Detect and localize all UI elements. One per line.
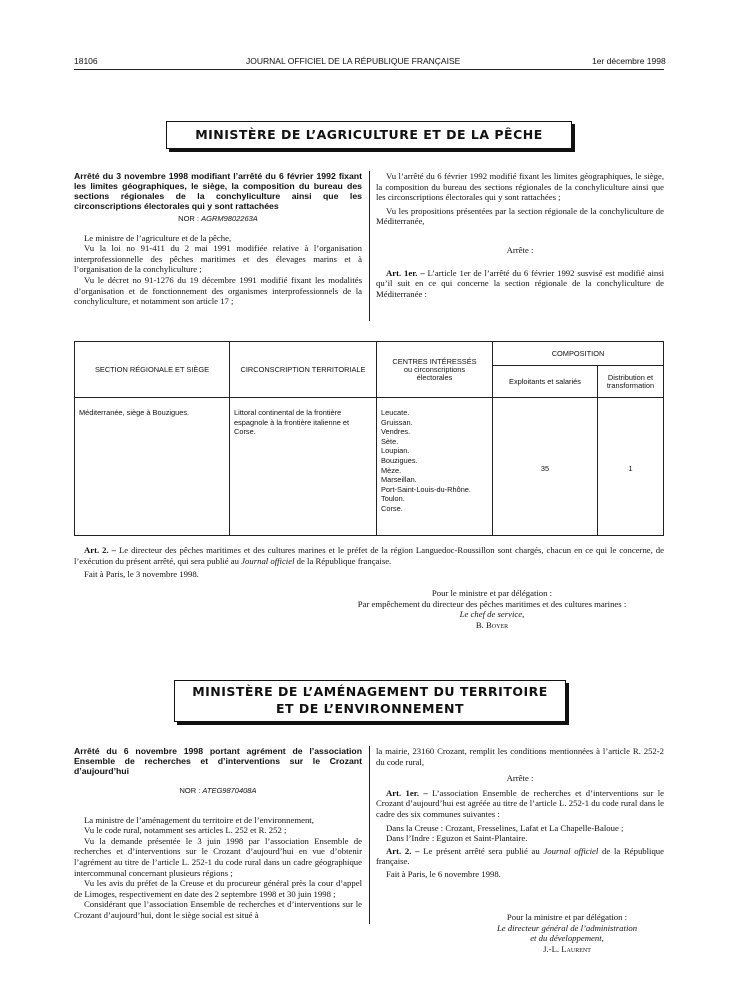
section2-right-column (376, 746, 664, 880)
centre-item: Vendres. (381, 427, 411, 437)
considerant-continued: la mairie, 23160 Crozant, remplit les conditions mentionnées à l’article R. 252-2 du code rural, (376, 746, 664, 767)
ministry-line2: ET DE L’ENVIRONNEMENT (275, 701, 465, 716)
article-1-label: Art. 1er. – (386, 787, 428, 798)
article-1-label: Art. 1er. – (386, 267, 425, 278)
table-row (75, 398, 664, 536)
centre-item: Gruissan. (381, 417, 413, 427)
th-distribution: Distribution et transformation (598, 366, 664, 398)
nor-code: AGRM9802263A (201, 214, 258, 223)
signature-line: Pour la ministre et par délégation : (506, 912, 628, 922)
preamble-para: Considérant que l’association Ensemble de recherches et d’interventions sur le Crozant d’aujourd’hui, dont le siège social est situé à (74, 899, 362, 920)
decree-title: Arrêté du 3 novembre 1998 modifiant l’arrêté du 6 février 1992 fixant les limites géographiques, le siège, la composition du bureau des sections régionales de la conchyliculture ainsi que les circonscriptions électorales qui y sont rattachées (74, 171, 362, 211)
journal-officiel-ref: Journal officiel (543, 845, 599, 856)
fait-a-paris: Fait à Paris, le 3 novembre 1998. (84, 569, 199, 580)
journal-title: JOURNAL OFFICIEL DE LA RÉPUBLIQUE FRANÇAISE (246, 56, 461, 66)
section1-right-column (376, 171, 664, 299)
section2-left-column (74, 746, 362, 921)
preamble-para: Vu les avis du préfet de la Creuse et du procureur général près la cour d’appel de Limoges, respectivement en date des 2 septembre 1998 et 30 juin 1998 ; (74, 878, 362, 899)
cell-exploitants: 35 (493, 398, 598, 536)
th-centres-line1: CENTRES INTÉRESSÉS (392, 356, 477, 366)
centre-item: Marseillan. (381, 475, 417, 485)
preamble-para: Le ministre de l’agriculture et de la pêche, (84, 232, 232, 243)
nor-reference (74, 214, 362, 225)
article-2-label: Art. 2. – (386, 845, 420, 856)
section2-signature (470, 912, 664, 954)
th-section: SECTION RÉGIONALE ET SIÈGE (75, 342, 230, 398)
section1-left-column (74, 171, 362, 307)
article-1 (376, 268, 664, 300)
ministry-heading-agriculture: MINISTÈRE DE L’AGRICULTURE ET DE LA PÊCHE (166, 121, 572, 149)
communes-creuse: Dans la Creuse : Crozant, Fresselines, Lafat et La Chapelle-Baloue ; (386, 822, 624, 833)
centre-item: Mèze. (381, 465, 402, 475)
composition-table (74, 341, 664, 536)
article-1-text: L’article 1er de l’arrêté du 6 février 1992 susvisé est modifié ainsi qu’il suit en ce qui concerne la section régionale de la conchyliculture de Méditerranée : (376, 267, 665, 299)
ministry-heading-amenagement (174, 680, 566, 722)
centre-item: Loupian. (381, 446, 410, 456)
th-centres-line2: ou circonscriptions électorales (403, 364, 466, 382)
arrete-heading: Arrête : (506, 244, 534, 255)
article-2-text: Le présent arrêté sera publié au (423, 845, 540, 856)
article-2-text: Le directeur des pêches maritimes et des cultures marines et le préfet de la région Languedoc-Roussillon sont chargés, chacun en ce qui le concerne, de l’exécution du présent arrêté, qui sera publié au (74, 545, 664, 566)
nor-code: ATEG9870408A (202, 786, 257, 795)
cell-distribution: 1 (598, 398, 664, 536)
centre-item: Toulon. (381, 494, 405, 504)
signature-role: et du développement, (530, 933, 604, 944)
preamble-para: Vu le code rural, notamment ses articles L. 252 et R. 252 ; (84, 825, 287, 836)
page-number: 18106 (74, 56, 98, 66)
signatory-name: B. Boyer (475, 619, 509, 630)
section1-signature (320, 588, 664, 630)
nor-reference (74, 786, 362, 797)
centre-item: Bouzigues. (381, 455, 418, 465)
nor-label: NOR : (179, 786, 201, 795)
article-1 (376, 788, 664, 820)
issue-date: 1er décembre 1998 (592, 56, 666, 66)
centre-item: Leucate. (381, 408, 410, 417)
arrete-heading: Arrête : (506, 773, 534, 784)
column-divider (369, 746, 370, 924)
th-exploitants: Exploitants et salariés (493, 366, 598, 398)
signature-role: Le directeur général de l’administration (496, 922, 638, 933)
centre-item: Corse. (381, 503, 403, 513)
journal-officiel-ref: Journal officiel (241, 555, 295, 566)
cell-section: Méditerranée, siège à Bouzigues. (75, 398, 230, 536)
preamble-para: La ministre de l’aménagement du territoire et de l’environnement, (84, 814, 314, 825)
article-2-end: de la République française. (376, 845, 665, 867)
signature-line: Par empêchement du directeur des pêches maritimes et des cultures marines : (357, 598, 627, 609)
cell-centres (377, 398, 493, 536)
preamble-para: Vu l’arrêté du 6 février 1992 modifié fixant les limites géographiques, le siège, la composition du bureau des sections régionales de la conchyliculture ainsi que les circonscriptions électorales qui y sont rattachées ; (376, 171, 664, 203)
communes-indre: Dans l’Indre : Eguzon et Saint-Plantaire. (386, 833, 528, 844)
column-divider (369, 171, 370, 321)
ministry-line1: MINISTÈRE DE L’AMÉNAGEMENT DU TERRITOIRE (192, 684, 548, 699)
th-circonscription: CIRCONSCRIPTION TERRITORIALE (230, 342, 377, 398)
th-centres (377, 342, 493, 398)
article-2 (376, 846, 664, 867)
centre-item: Sète. (381, 436, 399, 446)
signature-line: Pour le ministre et par délégation : (431, 588, 553, 598)
nor-label: NOR : (178, 214, 200, 223)
preamble-para: Vu le décret no 91-1276 du 19 décembre 1991 modifié fixant les modalités d’organisation et de fonctionnement des organismes interprofessionnels de la conchyliculture, et notamment son article 17 ; (74, 274, 362, 307)
article-2-label: Art. 2. – (84, 545, 117, 555)
th-composition: COMPOSITION (493, 342, 664, 366)
article-1-text: L’association Ensemble de recherches et d’interventions sur le Crozant d’aujourd’hui est agréée au titre de l’article L. 252-1 du code rural dans le cadre des six communes suivantes : (376, 787, 664, 819)
signatory-name: J.-L. Laurent (543, 943, 591, 954)
fait-a-paris: Fait à Paris, le 6 novembre 1998. (386, 868, 501, 879)
article-2-end: de la République française. (296, 555, 392, 566)
section1-article-2 (74, 545, 664, 580)
cell-circonscription: Littoral continental de la frontière espagnole à la frontière italienne et Corse. (230, 398, 377, 536)
preamble-para: Vu la demande présentée le 3 juin 1998 par l’association Ensemble de recherches et d’interventions sur le Crozant d’aujourd’hui en vue d’obtenir l’agrément au titre de l’article L. 252-1 du code rural dans un cadre géographique intercommunal concernant plusieurs régions ; (74, 835, 362, 878)
preamble-para: Vu les propositions présentées par la section régionale de la conchyliculture de Méditerranée, (376, 205, 664, 227)
centre-item: Port-Saint-Louis-du-Rhône. (381, 484, 471, 494)
signature-role: Le chef de service, (459, 609, 525, 620)
decree-title: Arrêté du 6 novembre 1998 portant agrément de l’association Ensemble de recherches et d’interventions sur le Crozant d’aujourd’hui (74, 746, 362, 776)
preamble-para: Vu la loi no 91-411 du 2 mai 1991 modifiée relative à l’organisation interprofessionnelle des pêches maritimes et des élevages marins et à l’organisation de la conchyliculture ; (74, 243, 362, 275)
header-rule (74, 69, 664, 70)
